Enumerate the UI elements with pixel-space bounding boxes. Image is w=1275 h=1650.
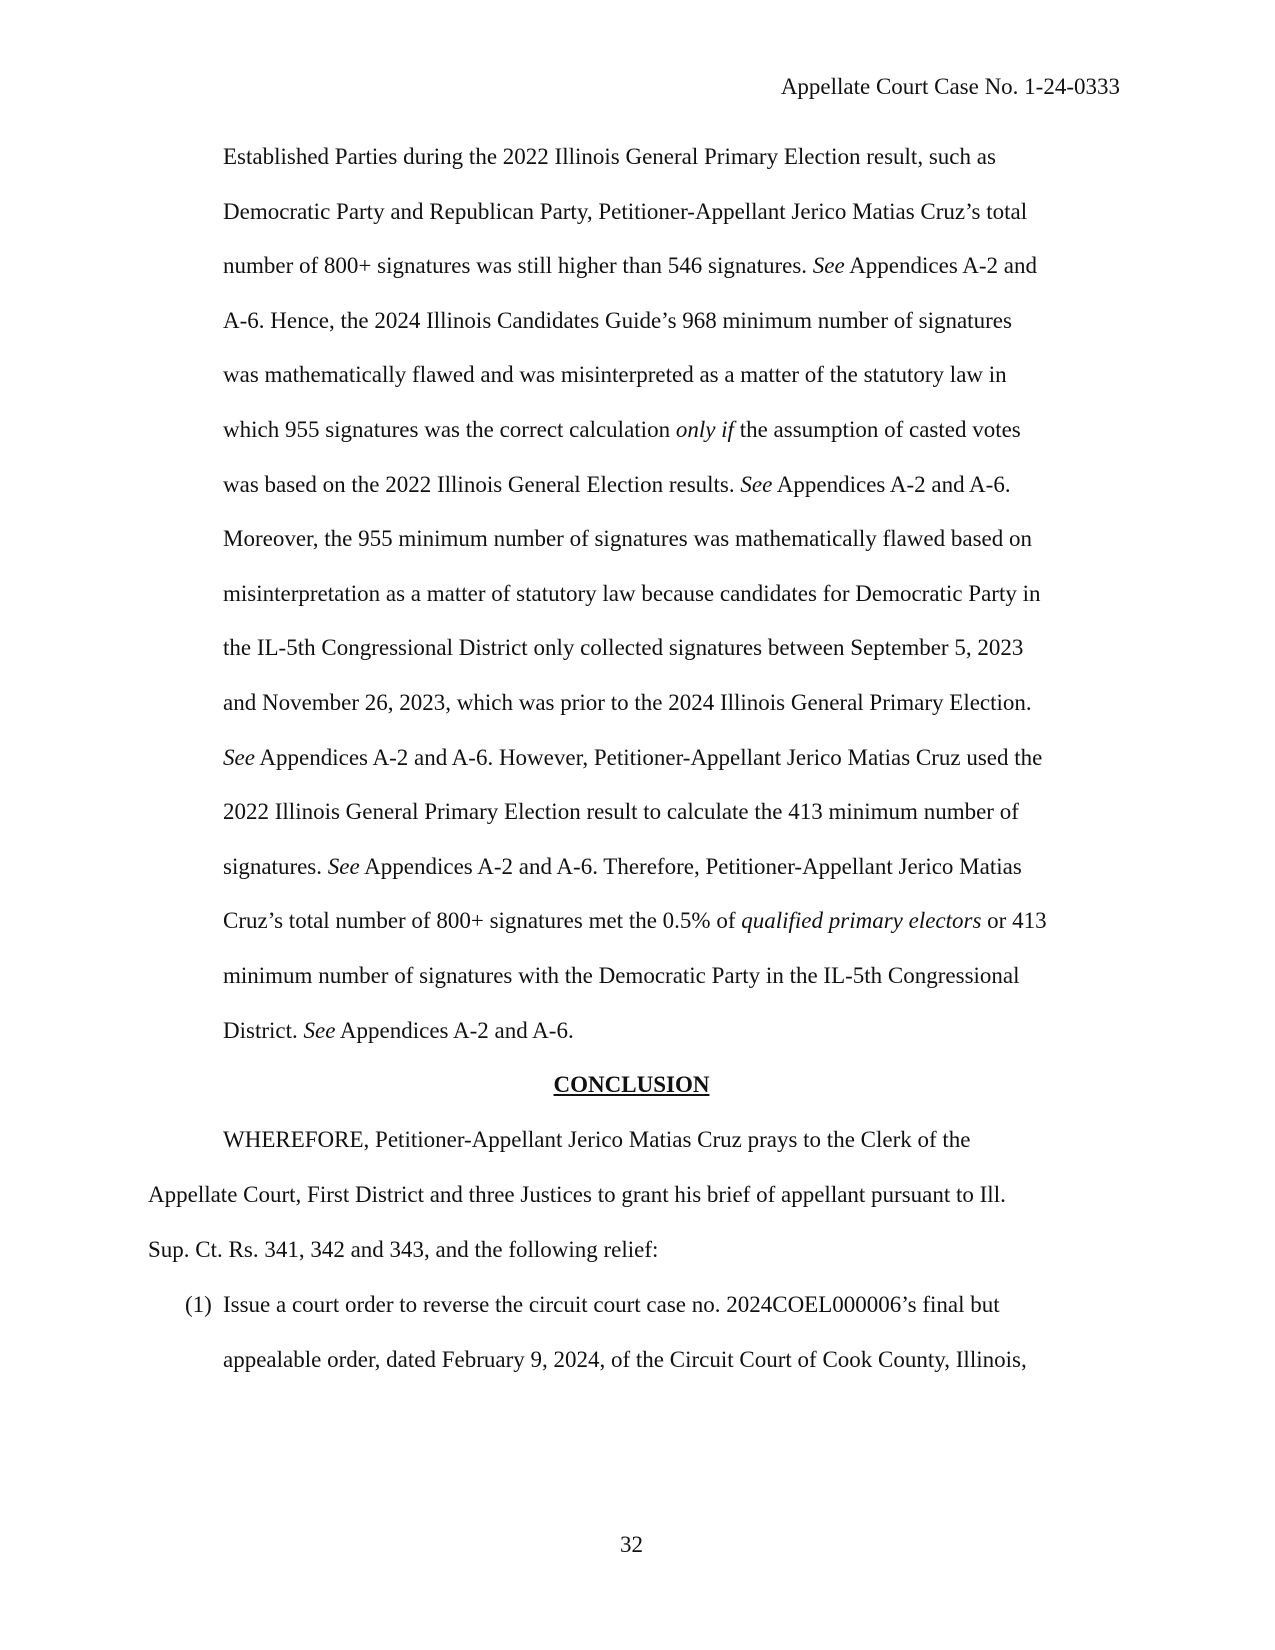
body-text-line	[223, 688, 1032, 718]
relief-item-number: (1)	[185, 1292, 212, 1317]
text-run: Democratic Party and Republican Party, Petitioner-Appellant Jerico Matias Cruz’s total	[223, 199, 1028, 224]
text-run: the assumption of casted votes	[733, 417, 1021, 442]
relief-item-line: Issue a court order to reverse the circuit court case no. 2024COEL000006’s final but	[223, 1292, 1000, 1317]
body-text-line	[223, 306, 1012, 336]
italic-text-run: See	[812, 253, 845, 278]
text-run: District.	[223, 1018, 304, 1043]
text-run: Appendices A-2 and	[844, 253, 1037, 278]
italic-text-run: only if	[675, 417, 734, 442]
text-run: signatures.	[223, 854, 328, 879]
page-header: Appellate Court Case No. 1-24-0333	[780, 74, 1120, 99]
text-run: misinterpretation as a matter of statutory law because candidates for Democratic Party in	[223, 581, 1041, 606]
text-run: Cruz’s total number of 800+ signatures met the 0.5% of	[223, 908, 742, 933]
body-text-line	[223, 360, 1007, 390]
body-text-line	[223, 852, 1022, 882]
text-run: Appendices A-2 and A-6.	[772, 472, 1011, 497]
conclusion-paragraph-line: Appellate Court, First District and three Justices to grant his brief of appellant pursuant to Ill.	[148, 1182, 1006, 1207]
relief-item-line: appealable order, dated February 9, 2024, of the Circuit Court of Cook County, Illinois,	[223, 1347, 1027, 1372]
body-text-line	[223, 251, 1037, 281]
italic-text-run: See	[327, 854, 360, 879]
body-text-line	[223, 524, 1032, 554]
italic-text-run: See	[740, 472, 773, 497]
text-run: Appendices A-2 and A-6. Therefore, Petitioner-Appellant Jerico Matias	[359, 854, 1022, 879]
body-text-line	[223, 797, 1019, 827]
text-run: Appendices A-2 and A-6.	[335, 1018, 574, 1043]
italic-text-run: See	[223, 745, 255, 770]
text-run: was mathematically flawed and was misinterpreted as a matter of the statutory law in	[223, 362, 1007, 387]
body-text-line	[223, 579, 1040, 609]
body-text-line	[223, 961, 1020, 991]
text-run: which 955 signatures was the correct calculation	[223, 417, 676, 442]
body-text-line	[223, 743, 1042, 773]
body-text-line	[223, 1016, 574, 1046]
text-run: 2022 Illinois General Primary Election result to calculate the 413 minimum number of	[223, 799, 1019, 824]
text-run: Established Parties during the 2022 Illinois General Primary Election result, such as	[223, 144, 996, 169]
body-text-line	[223, 633, 1023, 663]
text-run: the IL-5th Congressional District only collected signatures between September 5, 2023	[223, 635, 1024, 660]
conclusion-paragraph-line: WHEREFORE, Petitioner-Appellant Jerico Matias Cruz prays to the Clerk of the	[223, 1127, 971, 1152]
text-run: and November 26, 2023, which was prior to the 2024 Illinois General Primary Election.	[223, 690, 1032, 715]
text-run: Moreover, the 955 minimum number of signatures was mathematically flawed based on	[223, 526, 1032, 551]
text-run: A-6. Hence, the 2024 Illinois Candidates Guide’s 968 minimum number of signatures	[223, 308, 1012, 333]
conclusion-paragraph-line: Sup. Ct. Rs. 341, 342 and 343, and the following relief:	[148, 1237, 659, 1262]
italic-text-run: qualified primary electors	[741, 908, 982, 933]
italic-text-run: See	[303, 1018, 336, 1043]
text-run: was based on the 2022 Illinois General Election results.	[223, 472, 741, 497]
text-run: Appendices A-2 and A-6. However, Petitioner-Appellant Jerico Matias Cruz used the	[254, 745, 1043, 770]
page-number: 32	[620, 1532, 643, 1557]
text-run: minimum number of signatures with the Democratic Party in the IL-5th Congressional	[223, 963, 1020, 988]
body-text-line	[223, 470, 1011, 500]
body-text-line	[223, 906, 1047, 936]
text-run: or 413	[981, 908, 1047, 933]
body-text-line	[223, 197, 1027, 227]
body-text-line	[223, 142, 996, 172]
text-run: number of 800+ signatures was still higher than 546 signatures.	[223, 253, 813, 278]
conclusion-heading: CONCLUSION	[553, 1072, 710, 1097]
body-text-line	[223, 415, 1021, 445]
